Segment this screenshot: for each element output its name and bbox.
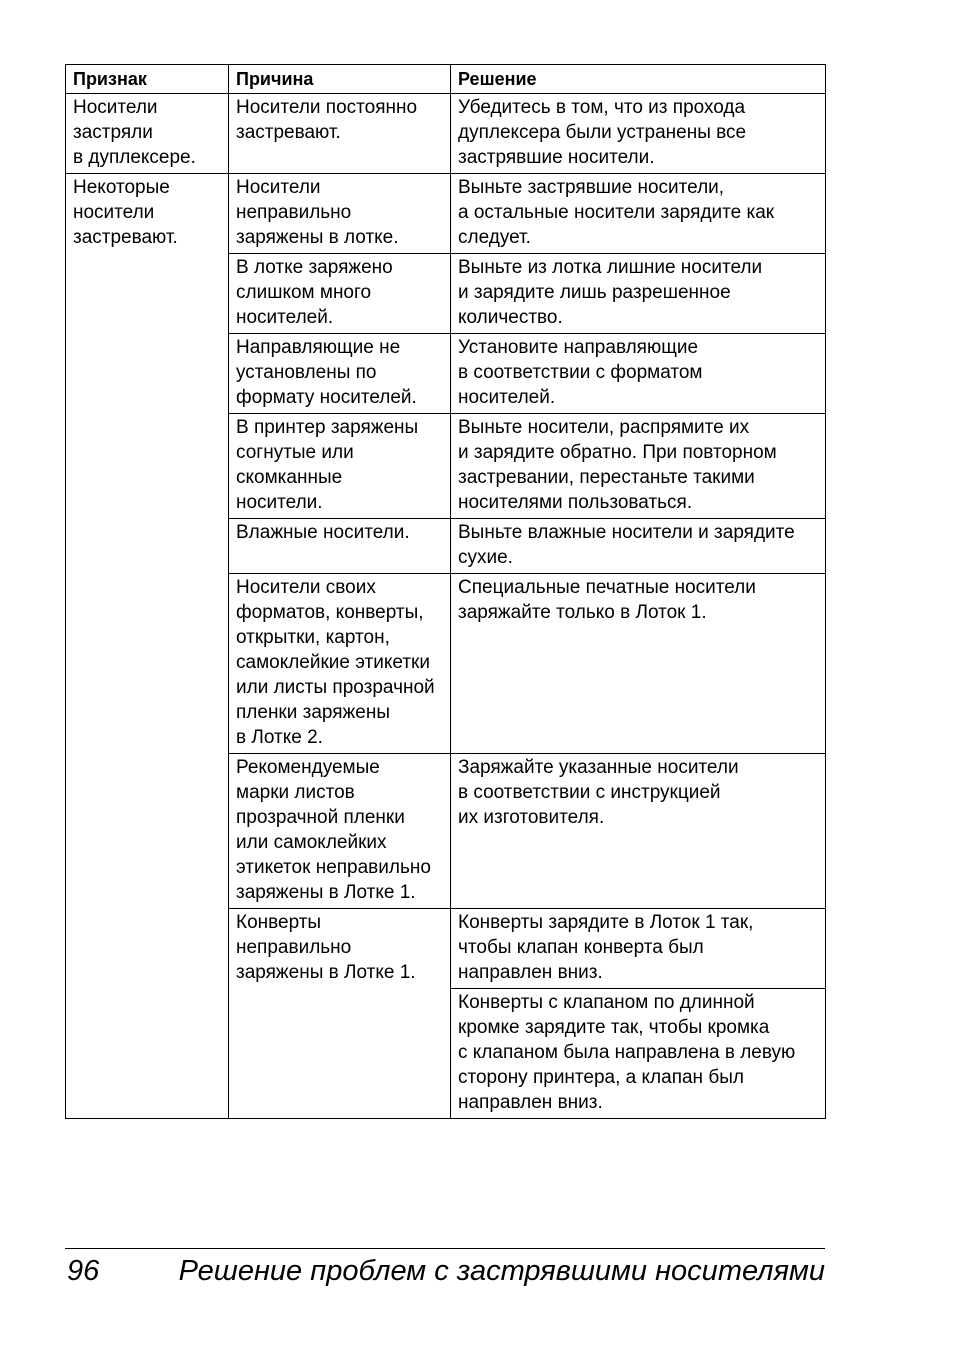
solution-cell xyxy=(451,174,826,254)
solution-text: Выньте застрявшие носители, а остальные носители зарядите как следует. xyxy=(458,177,775,248)
solution-text: Выньте из лотка лишние носители и зарядите лишь разрешенное количество. xyxy=(458,257,763,328)
cause-cell xyxy=(229,94,451,174)
cause-cell xyxy=(229,909,451,1119)
cause-cell xyxy=(229,519,451,574)
cause-cell xyxy=(229,574,451,754)
solution-cell xyxy=(451,909,826,989)
solution-cell xyxy=(451,574,826,754)
solution-cell xyxy=(451,254,826,334)
solution-text: Заряжайте указанные носители в соответствии с инструкцией их изготовителя. xyxy=(458,757,739,828)
cause-cell xyxy=(229,254,451,334)
cause-text: Носители постоянно застревают. xyxy=(236,97,418,143)
table-row xyxy=(66,174,826,254)
cause-text: Конверты неправильно заряжены в Лотке 1. xyxy=(236,912,416,983)
solution-text: Убедитесь в том, что из прохода дуплексера были устранены все застрявшие носители. xyxy=(458,97,747,168)
solution-text: Конверты зарядите в Лоток 1 так, чтобы клапан конверта был направлен вниз. xyxy=(458,912,754,983)
cause-text: Носители своих форматов, конверты, открытки, картон, самоклейкие этикетки или листы прозрачной пленки заряжены в Лотке 2. xyxy=(236,577,435,748)
cause-cell xyxy=(229,414,451,519)
solution-cell xyxy=(451,414,826,519)
solution-cell xyxy=(451,94,826,174)
cause-text: Рекомендуемые марки листов прозрачной пленки или самоклейких этикеток неправильно заряжены в Лотке 1. xyxy=(236,757,431,903)
cause-text: Влажные носители. xyxy=(236,522,410,543)
cause-text: В принтер заряжены согнутые или скомканные носители. xyxy=(236,417,419,513)
solution-text: Установите направляющие в соответствии с форматом носителей. xyxy=(458,337,703,408)
symptom-text: Некоторые носители застревают. xyxy=(73,177,178,248)
table-header-row xyxy=(66,65,826,94)
cause-cell xyxy=(229,334,451,414)
solution-cell xyxy=(451,519,826,574)
cause-text: В лотке заряжено слишком много носителей. xyxy=(236,257,393,328)
header-solution: Решение xyxy=(451,65,826,94)
cause-text: Направляющие не установлены по формату носителей. xyxy=(236,337,417,408)
solution-text: Специальные печатные носители заряжайте только в Лоток 1. xyxy=(458,577,756,623)
cause-text: Носители неправильно заряжены в лотке. xyxy=(236,177,399,248)
troubleshooting-table xyxy=(65,64,826,1119)
symptom-text: Носители застряли в дуплексере. xyxy=(73,97,196,168)
header-cause: Причина xyxy=(229,65,451,94)
page-number: 96 xyxy=(67,1255,100,1287)
running-footer-title: Решение проблем с застрявшими носителями xyxy=(178,1255,825,1287)
symptom-cell xyxy=(66,174,229,1119)
solution-text: Выньте носители, распрямите их и зарядите обратно. При повторном застревании, перестаньте такими носителями пользоваться. xyxy=(458,417,777,513)
solution-cell xyxy=(451,754,826,909)
table-row xyxy=(66,94,826,174)
footer-divider xyxy=(65,1248,825,1249)
solution-cell xyxy=(451,989,826,1119)
cause-cell xyxy=(229,174,451,254)
solution-text: Выньте влажные носители и зарядите сухие. xyxy=(458,522,795,568)
symptom-cell xyxy=(66,94,229,174)
cause-cell xyxy=(229,754,451,909)
header-symptom: Признак xyxy=(66,65,229,94)
solution-text: Конверты с клапаном по длинной кромке зарядите так, чтобы кромка с клапаном была направлена в левую сторону принтера, а клапан был направлен вниз. xyxy=(458,992,796,1113)
solution-cell xyxy=(451,334,826,414)
